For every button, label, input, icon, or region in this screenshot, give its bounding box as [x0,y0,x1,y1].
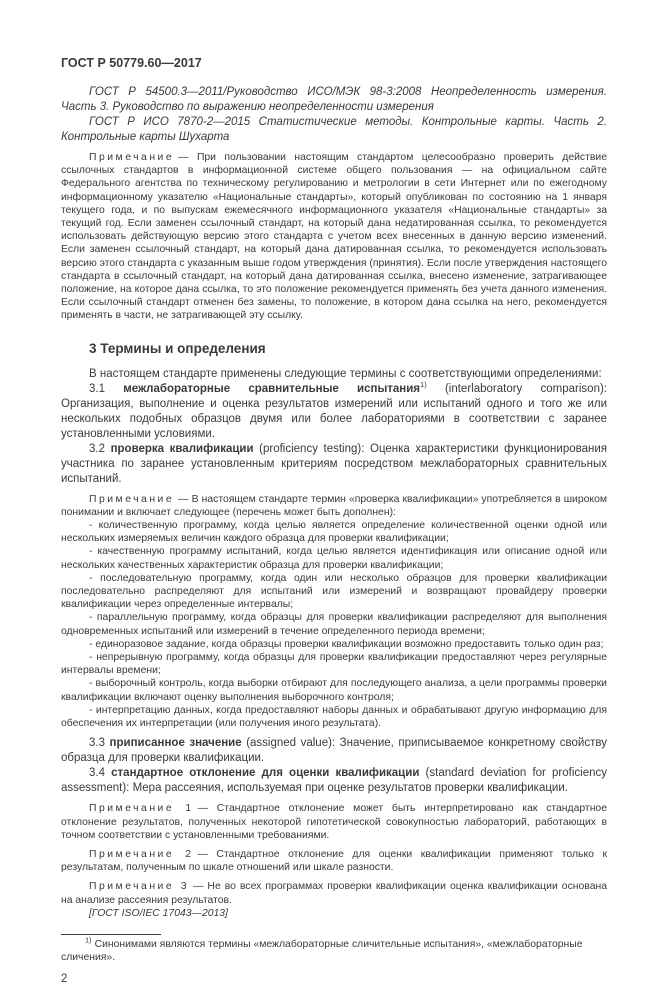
source-reference: [ГОСТ ISO/IEC 17043—2013] [89,907,228,919]
note-list-item: - параллельную программу, когда образцы для проверки квалификации распределяют для выполнения одновременных испытаний или измерений в течение определенного периода времени; [61,612,607,637]
term-name: проверка квалификации [110,442,254,455]
term-name: приписанное значение [109,737,242,750]
standard-deviation-note-2 [61,848,607,874]
term-text: (proficiency testing): Оценка характеристики функционирования участника по заранее установленным критериям посредством межлабораторных сравнительных испытаний. [61,442,607,485]
note-text: — Не во всех программах проверки квалификации оценка квалификации основана на анализе рассеяния результатов. [61,881,607,906]
section-heading: 3 Термины и определения [89,340,266,356]
references-note [61,151,607,323]
note-list-item: - непрерывную программу, когда образцы для проверки квалификации предоставляют через регулярные интервалы времени; [61,652,607,677]
note-label: Примечание 2 [89,848,194,860]
note-paragraph [61,880,607,906]
term-number: 3.4 [89,767,105,780]
note-paragraph [61,802,607,842]
footnote [61,935,607,964]
term-number: 3.2 [89,442,105,455]
page-number: 2 [61,973,68,985]
note-label: Примечание 3 [89,881,189,893]
term-definition-3-1 [61,379,607,442]
page-header-standard-number: ГОСТ Р 50779.60—2017 [61,56,202,70]
term-number: 3.3 [89,737,105,750]
reference-paragraph: ГОСТ Р ИСО 7870-2—2015 Статистические методы. Контрольные карты. Часть 2. Контрольные карты Шухарта [61,116,607,143]
note-list-item: - последовательную программу, когда один или несколько образцов для проверки квалификации последовательно распределяют для испытаний или измерений и возвращают провайдеру проверки квалификации через определенные интервалы; [61,572,607,611]
footnote-ref-marker: 1) [420,379,427,389]
term-name: стандартное отклонение для оценки квалификации [111,767,420,780]
note-text: — При пользовании настоящим стандартом целесообразно проверить действие ссылочных стандартов в информационной системе общего пользования — на официальном сайте Федерального агентства по техническому регулированию и метрологии в сети Интернет или по ежегодному информационному указателю «Национальные стандарты», который опубликован по состоянию на 1 января текущего года, и по выпускам ежемесячного информационного указателя «Национальные стандарты» за текущий год. Если заменен ссылочный стандарт, на который дана недатированная ссылка, то рекомендуется использовать действующую версию этого стандарта с учетом всех внесенных в данную версию изменений. Если заменен ссылочный стандарт, на который дана датированная ссылка, то рекомендуется использовать версию этого стандарта с указанным выше годом утверждения (принятия). Если после утверждения настоящего стандарта в ссылочный стандарт, на который дана датированная ссылка, внесено изменение, затрагивающее положение, на которое дана ссылка, то это положение рекомендуется применять без учета данного изменения. Если ссылочный стандарт отменен без замены, то положение, в котором дана ссылка на него, рекомендуется применять в части, не затрагивающей эту ссылку. [61,152,608,322]
note-label: Примечание [89,493,175,505]
term-text: (assigned value): Значение, приписываемое конкретному свойству образца для проверки квалификации. [61,737,607,765]
section-intro: В настоящем стандарте применены следующие термины с соответствующими определениями: [89,367,602,380]
note-paragraph [61,848,607,874]
note-list-item: - выборочный контроль, когда выборки отбирают для последующего анализа, а цели программы проверки квалификации включают оценку выполнения выборочного контроля; [61,678,607,703]
note-list-item: - единоразовое задание, когда образцы проверки квалификации возможно предоставить только один раз; [89,638,604,650]
term-text: (interlaboratory comparison): Организация, выполнение и оценка результатов измерений или испытаний одного и того же или нескольких подобных образцов двумя или более лабораториями в соответствии с заранее установленными условиями. [61,382,607,440]
note-list-item: - количественную программу, когда целью является определение количественной оценки одной или нескольких измеряемых величин каждого образца для проверки квалификации; [61,520,607,545]
note-text: — В настоящем стандарте термин «проверка квалификации» употребляется в широком понимании и включает следующее (перечень может быть дополнен): [61,493,607,518]
note-list-item: - интерпретацию данных, когда предоставляют наборы данных и обрабатывают другую информацию для обеспечения их интерпретации (или получения иного результата). [61,704,607,730]
standard-deviation-note-3 [61,880,607,920]
term-definition-3-4 [61,766,607,796]
term-definition-3-3 [61,736,607,766]
note-text: — Стандартное отклонение может быть интерпретировано как стандартное отклонение результатов, полученных некоторой гипотетической совокупностью лабораторий, работающих в точном соответствии с установленными требованиями. [61,803,607,841]
term-text: (standard deviation for proficiency assessment): Мера рассеяния, используемая при оценке результатов проверки квалификации. [61,767,607,795]
term-name: межлабораторные сравнительные испытания [123,382,421,395]
note-label: Примечание [89,152,175,163]
term-number: 3.1 [89,382,105,395]
note-list-item: - качественную программу испытаний, когда целью является идентификация или описание одной или нескольких качественных характеристик образца для проверки квалификации; [61,546,607,571]
note-paragraph [61,151,607,323]
note-label: Примечание 1 [89,803,194,815]
proficiency-testing-note [61,493,607,731]
note-paragraph [61,493,607,519]
note-text: — Стандартное отклонение для оценки квалификации применяют только к результатам, полученным по шкале отношений или шкале разности. [61,848,607,874]
footnote-ref-marker: 1) [85,935,92,945]
reference-paragraph: ГОСТ Р 54500.3—2011/Руководство ИСО/МЭК 98-3:2008 Неопределенность измерения. Часть 3. Руководство по выражению неопределенности измерения [61,86,607,113]
term-definition-3-2 [61,442,607,487]
footnote-text: Синонимами являются термины «межлабораторные сличительные испытания», «межлабораторные сличения». [61,938,583,964]
standard-deviation-note-1 [61,802,607,842]
